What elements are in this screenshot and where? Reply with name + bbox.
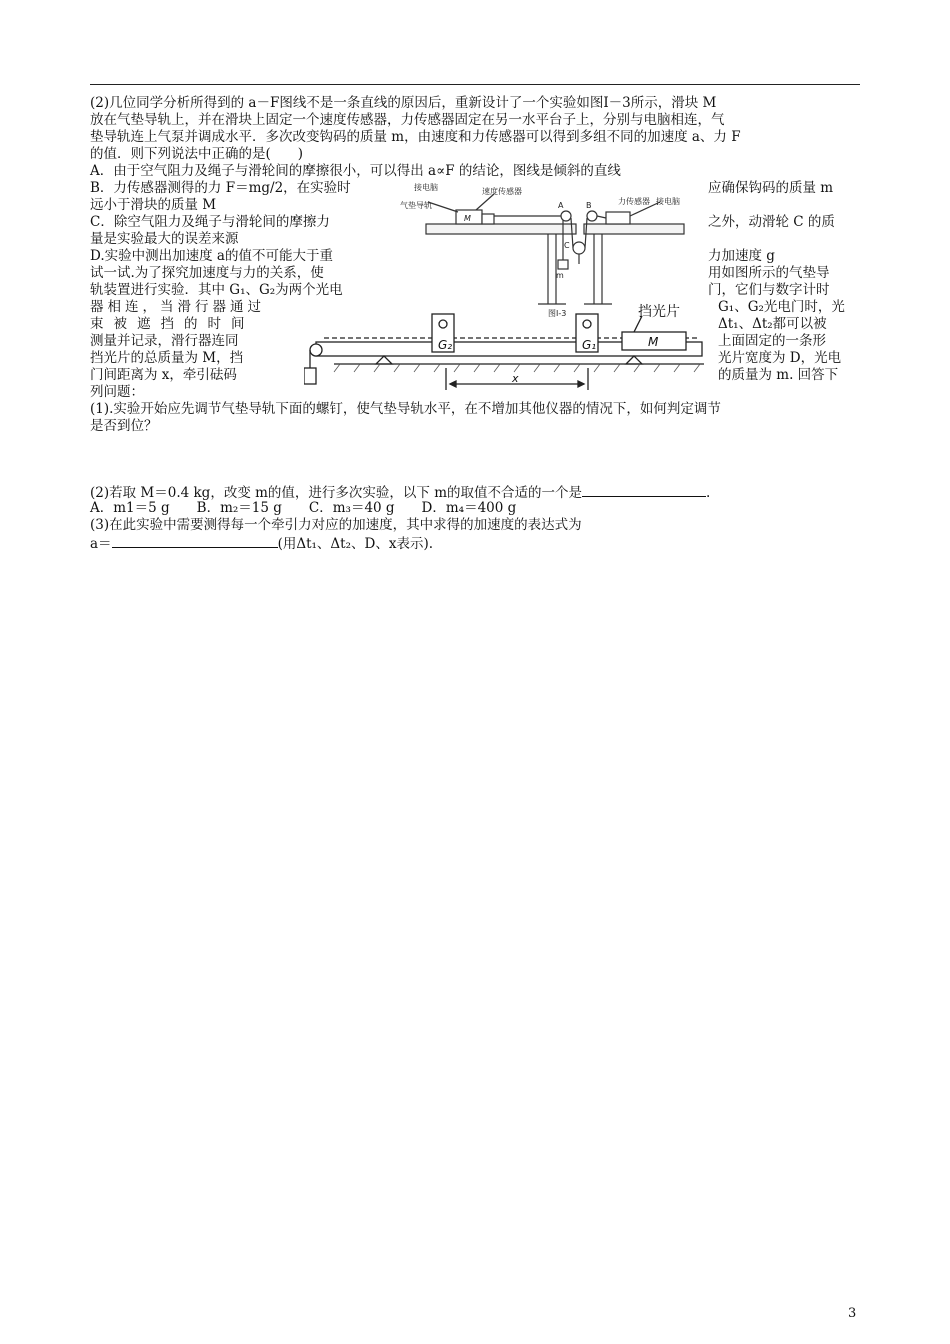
fig1-label-speed-sensor: 速度传感器 bbox=[482, 187, 522, 196]
fig1-label-computer-right: 接电脑 bbox=[656, 197, 680, 206]
right-text-line: 用如图所示的气垫导 bbox=[708, 265, 830, 281]
left-text-line: 挡光片的总质量为 M，挡 bbox=[90, 350, 244, 366]
q3-prefix: a＝ bbox=[90, 536, 112, 552]
left-text-line: 测量并记录，滑行器连同 bbox=[90, 333, 239, 349]
right-text-line: Δt₁、Δt₂都可以被 bbox=[718, 316, 827, 332]
left-text-line: 轨装置进行实验．其中 G₁、G₂为两个光电 bbox=[90, 282, 343, 298]
right-text-line: 力加速度 g bbox=[708, 248, 775, 264]
left-text-line: 远小于滑块的质量 M bbox=[90, 197, 217, 213]
q2-intro-line: 放在气垫导轨上，并在滑块上固定一个速度传感器，力传感器固定在另一水平台子上，分别与电脑相连，气 bbox=[90, 112, 725, 128]
right-text-line: 应确保钩码的质量 m bbox=[708, 180, 834, 196]
fig2-label-g2: G₂ bbox=[438, 338, 453, 352]
left-text-line: 列问题： bbox=[90, 384, 144, 400]
q1-line: 是否到位？ bbox=[90, 418, 158, 434]
q2-intro-line: 垫导轨连上气泵并调成水平．多次改变钩码的质量 m，由速度和力传感器可以得到多组不同的加速度 a、力 F bbox=[90, 129, 741, 145]
fig1-label-m: m bbox=[556, 271, 564, 280]
q2-options: A．m1＝5 g B．m₂＝15 g C．m₃＝40 g D．m₄＝400 g bbox=[90, 500, 517, 516]
figure-force-sensor-apparatus bbox=[398, 180, 698, 320]
q3-line: (3)在此实验中需要测得每一个牵引力对应的加速度，其中求得的加速度的表达式为 bbox=[90, 517, 582, 533]
q2-text: (2)若取 M＝0.4 kg，改变 m的值，进行多次实验，以下 m的取值不合适的一个是 bbox=[90, 485, 583, 501]
fig2-label-distance: x bbox=[512, 372, 519, 385]
fig2-label-g1: G₁ bbox=[582, 338, 597, 352]
fig1-label-a: A bbox=[558, 201, 564, 210]
left-text-line: 束被遮挡的时间 bbox=[90, 316, 255, 332]
q2-intro-line: (2)几位同学分析所得到的 a－F图线不是一条直线的原因后，重新设计了一个实验如图Ⅰ－3所示，滑块 M bbox=[90, 95, 717, 111]
right-text-line: G₁、G₂光电门时，光 bbox=[718, 299, 845, 315]
q3-answer-blank[interactable] bbox=[112, 534, 278, 548]
right-text-line: 上面固定的一条形 bbox=[718, 333, 826, 349]
fig1-label-c: C bbox=[564, 241, 570, 250]
figure-photogate-air-track bbox=[304, 302, 714, 394]
left-text-line: 试一试.为了探究加速度与力的关系，使 bbox=[90, 265, 324, 281]
fig1-label-block: M bbox=[464, 214, 471, 223]
left-text-line: C．除空气阻力及绳子与滑轮间的摩擦力 bbox=[90, 214, 330, 230]
fig1-label-b: B bbox=[586, 201, 592, 210]
fig2-label-light-blocker: 挡光片 bbox=[638, 304, 680, 320]
fig1-label-air-track: 气垫导轨 bbox=[400, 201, 432, 210]
q2-intro-line: 的值．则下列说法中正确的是( ) bbox=[90, 146, 304, 162]
left-text-line: B．力传感器测得的力 F＝mg/2，在实验时 bbox=[90, 180, 351, 196]
right-text-line: 门，它们与数字计时 bbox=[708, 282, 830, 298]
fig1-label-force-sensor: 力传感器 bbox=[618, 197, 650, 206]
q3-suffix: (用Δt₁、Δt₂、D、x表示). bbox=[277, 536, 433, 552]
q2-answer-blank[interactable] bbox=[582, 483, 706, 497]
left-text-line: 门间距离为 x，牵引砝码 bbox=[90, 367, 237, 383]
right-text-line: 的质量为 m. 回答下 bbox=[718, 367, 839, 383]
right-text-line: 光片宽度为 D，光电 bbox=[718, 350, 842, 366]
fig1-label-computer-left: 接电脑 bbox=[414, 183, 438, 192]
right-text-line: 之外，动滑轮 C 的质 bbox=[708, 214, 835, 230]
q1-line: (1).实验开始应先调节气垫导轨下面的螺钉，使气垫导轨水平，在不增加其他仪器的情况下，如何判定调节 bbox=[90, 401, 721, 417]
left-text-line: D.实验中测出加速度 a的值不可能大于重 bbox=[90, 248, 333, 264]
fig2-label-block: M bbox=[648, 335, 659, 349]
fig1-caption: 图Ⅰ-3 bbox=[548, 309, 567, 318]
q3-answer-line bbox=[90, 534, 433, 553]
top-rule bbox=[90, 84, 860, 85]
option-a: A．由于空气阻力及绳子与滑轮间的摩擦很小，可以得出 a∝F 的结论，图线是倾斜的直线 bbox=[90, 163, 621, 179]
left-text-line: 量是实验最大的误差来源 bbox=[90, 231, 239, 247]
page-number: 3 bbox=[848, 1306, 857, 1321]
left-text-line: 器相连，当滑行器通过 bbox=[90, 299, 265, 315]
q2-end: . bbox=[706, 485, 711, 501]
